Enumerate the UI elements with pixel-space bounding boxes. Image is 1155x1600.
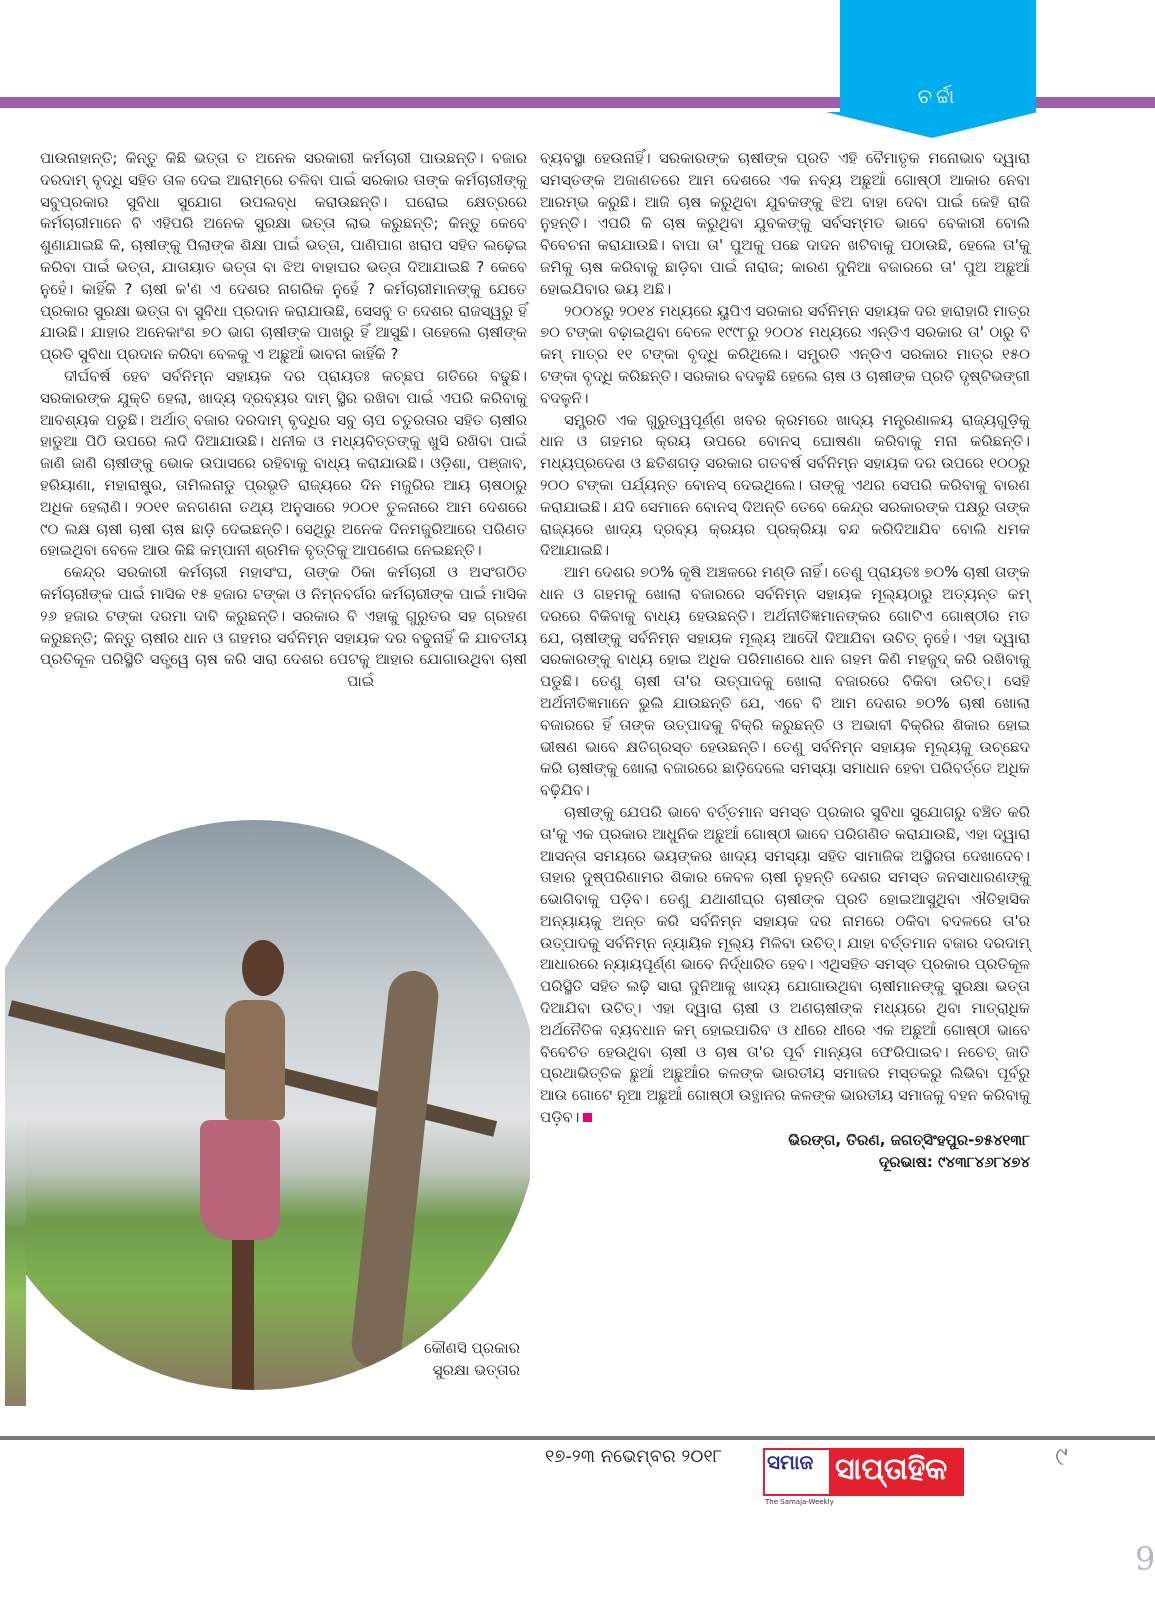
logo-weekly-text: ସାପ୍ତାହିକ [835,1452,948,1487]
paragraph: ୨୦୦୪ରୁ ୨୦୧୪ ମଧ୍ୟରେ ୟୁପିଏ ସରକାର ସର୍ବନିମ୍ନ ସହାୟକ ଦର ହାରାହାରି ମାତ୍ର ୭୦ ଟଙ୍କା ବଢ଼ାଇଥିବା ବେଳେ ୧୯୯୮ରୁ ୨୦୦୪ ମଧ୍ୟରେ ଏନ୍‌ଡିଏ ସରକାର ତା' ଠାରୁ ବି କମ୍ ମାତ୍ର ୧୧ ଟଙ୍କା ବୃଦ୍ଧି କରିଥିଲେ। ସମ୍ପ୍ରତି ଏନ୍‌ଡିଏ ସରକାର ମାତ୍ର ୧୫୦ ଟଙ୍କା ବୃଦ୍ଧି କରିଛନ୍ତି। ସରକାର ବଦଳୁଛି ହେଲେ ଚାଷ ଓ ଚାଷୀଙ୍କ ପ୍ରତି ଦୃଷ୍ଟିଭଙ୍ଗୀ ବଦଳୁନି। [540,301,1030,407]
paragraph: ବ୍ୟବସ୍ଥା ହେଉନାହିଁ। ସରକାରଙ୍କ ଚାଷୀଙ୍କ ପ୍ରତି ଏହି ବୈମାତୃକ ମନୋଭାବ ଦ୍ୱାରା ସମସ୍ତଙ୍କ ଅଜାଣତରେ ଆମ ଦେଶରେ ଏକ ନବ୍ୟ ଅଛୁଆଁ ଗୋଷ୍ଠୀ ଆକାର ନେବା ଆରମ୍ଭ କରୁଛି। ଆଜି ଚାଷ କରୁଥିବା ଯୁବକଙ୍କୁ ଝିଅ ବାହା ଦେବା ପାଇଁ କେହି ରାଜି ନୁହନ୍ତି। ଏପରି କି ଚାଷ କରୁଥିବା ଯୁବକଙ୍କୁ ସର୍ବସମ୍ମତ ଭାବେ ବେକାରୀ ବୋଲି ବିବେଚନା କରାଯାଉଛି। ବାପା ତା' ପୁଅକୁ ପଛେ ଦାଦନ ଖଟିବାକୁ ପଠାଉଛି, ହେଲେ ତା'କୁ ଜମିକୁ ଚାଷ କରିବାକୁ ଛାଡ଼ିବା ପାଇଁ ନାରାଜ; କାରଣ ଦୁନିଆ ବଜାରରେ ତା' ପୁଅ ଅଛୁଆଁ ହୋଇଯିବାର ଭୟ ଅଛି। [540,149,1030,298]
paragraph: ସମ୍ପ୍ରତି ଏକ ଗୁରୁତ୍ୱପୂର୍ଣ୍ଣ ଖବର କ୍ରମରେ ଖାଦ୍ୟ ମନ୍ତ୍ରଣାଳୟ ରାଜ୍ୟଗୁଡ଼ିକୁ ଧାନ ଓ ଗହମର କ୍ରୟ ଉପରେ ବୋନସ୍ ଘୋଷଣା କରିବାକୁ ମନା କରିଛନ୍ତି। ମଧ୍ୟପ୍ରଦେଶ ଓ ଛତିଶଗଡ଼ ସରକାର ଗତବର୍ଷ ସର୍ବନିମ୍ନ ସହାୟକ ଦର ଉପରେ ୧୦୦ରୁ ୨୦୦ ଟଙ୍କା ପର୍ଯ୍ୟନ୍ତ ବୋନସ୍ ଦେଇଥିଲେ। ତାଙ୍କୁ ଏଥର ସେପରି କରିବାକୁ ବାରଣ କରାଯାଇଛି। ଯଦି ସେମାନେ ବୋନସ୍ ଦିଅନ୍ତି ତେବେ କେନ୍ଦ୍ର ସରକାରଙ୍କ ପକ୍ଷରୁ ତାଙ୍କ ରାଜ୍ୟରେ ଖାଦ୍ୟ ଦ୍ରବ୍ୟ କ୍ରୟର ପ୍ରକ୍ରିୟା ବନ୍ଦ କରିଦିଆଯିବ ବୋଲି ଧମକ ଦିଆଯାଇଛି। [540,410,1030,560]
end-mark-icon [583,1113,592,1122]
article-column-1 [40,148,527,1272]
wrap-tail-text: କୌଣସି ପ୍ରକାର ସୁରକ୍ଷା ଭତ୍ତାର [424,1339,520,1379]
paragraph: କେନ୍ଦ୍ର ସରକାରୀ କର୍ମଚାରୀ ମହାସଂଘ, ତାଙ୍କ ଠିକା କର୍ମଚାରୀ ଓ ଅସଂଗଠିତ କର୍ମଚାରୀଙ୍କ ପାଇଁ ମାସିକ ୧୫ ହଜାର ଟଙ୍କା ଓ ନିମ୍ନବର୍ଗର କର୍ମଚାରୀଙ୍କ ପାଇଁ ମାସିକ ୨୬ ହଜାର ଟଙ୍କା ଦରମା ଦାବି କରୁଛନ୍ତି। ସରକାର ବି ଏହାକୁ ଗୁରୁତର ସହ ଗ୍ରହଣ କରୁଛନ୍ତି; କିନ୍ତୁ ଚାଷୀର ଧାନ ଓ ଗହମର ସର୍ବନିମ୍ନ ସହାୟକ ଦର ବଢୁନାହିଁ କି ଯାବତୀୟ ପ୍ରତିକୂଳ ପରିସ୍ଥିତି ସତ୍ତ୍ୱେ ଚାଷ କରି ସାରା ଦେଶର ପେଟକୁ ଆହାର ଯୋଗାଉଥିବା ଚାଷୀ ପାଇଁ [40,563,527,691]
paragraph [540,802,1030,1129]
logo-samaja-text: ସମାଜ [767,1450,814,1474]
samaja-weekly-logo [763,1448,964,1496]
footer-rule [0,1436,1155,1440]
paragraph: ଦୀର୍ଘବର୍ଷ ହେବ ସର୍ବନିମ୍ନ ସହାୟକ ଦର ପ୍ରାୟତଃ କଚ୍ଛପ ଗତିରେ ବଢୁଛି। ସରକାରଙ୍କ ଯୁକ୍ତି ହେଲା, ଖାଦ୍ୟ ଦ୍ରବ୍ୟର ଦାମ୍ ସ୍ଥିର ରଖିବା ପାଇଁ ଏପରି କରିବାକୁ ଆବଶ୍ୟକ ପଡୁଛି। ଅର୍ଥାତ୍ ବଜାର ଦରଦାମ୍ ବୃଦ୍ଧିର ସବୁ ଚାପ ଚତୁରତାର ସହିତ ଚାଷୀର ହାଡୁଆ ପିଠି ଉପରେ ଲଦି ଦିଆଯାଉଛି। ଧନୀକ ଓ ମଧ୍ୟବିତ୍ତଙ୍କୁ ଖୁସି ରଖିବା ପାଇଁ ଜାଣି ଜାଣି ଚାଷୀଙ୍କୁ ଭୋକ ଉପାସରେ ରହିବାକୁ ବାଧ୍ୟ କରାଯାଉଛି। ଓଡ଼ିଶା, ପଞ୍ଜାବ, ହରିୟାଣା, ମହାରାଷ୍ଟ୍ର, ତାମିଲନାଡୁ ପ୍ରଭୃତି ରାଜ୍ୟରେ ଦିନ ମଜୁରିର ଆୟ ଚାଷଠାରୁ ଅଧିକ ହେଲାଣି। ୨୦୧୧ ଜନଗଣନା ତଥ୍ୟ ଅନୁସାରେ ୨୦୦୧ ତୁଳନାରେ ଆମ ଦେଶରେ ୯୦ ଲକ୍ଷ ଚାଷୀ ଚାଷୀ ଚାଷ ଛାଡ଼ି ଦେଇଛନ୍ତି। ସେଥିରୁ ଅନେକ ଦିନମଜୁରିଆରେ ପରିଣତ ହୋଇଥିବା ବେଳେ ଆଉ କିଛି କମ୍ପାନୀ ଶ୍ରମିକ ବୃତ୍ତିକୁ ଆପଣେଇ ନେଇଛନ୍ତି। [40,366,527,560]
section-label: ଚର୍ଚ୍ଚା [917,84,959,108]
paragraph-text: ଚାଷୀଙ୍କୁ ଯେପରି ଭାବେ ବର୍ତ୍ତମାନ ସମସ୍ତ ପ୍ରକାର ସୁବିଧା ସୁଯୋଗରୁ ବଞ୍ଚିତ କରି ତା'କୁ ଏକ ପ୍ରକାର ଆଧୁନିକ ଅଛୁଆଁ ଗୋଷ୍ଠୀ ଭାବେ ପରିଗଣିତ କରାଯାଉଛି, ଏହା ଦ୍ୱାରା ଆସନ୍ତା ସମୟରେ ଭୟଙ୍କର ଖାଦ୍ୟ ସମସ୍ୟା ସହିତ ସାମାଜିକ ଅସ୍ଥିରତା ଦେଖାଦେବ। ତାହାର ଦୁଷ୍ପରିଣାମର ଶିକାର କେବଳ ଚାଷୀ ନୁହନ୍ତି ଦେଶର ସମସ୍ତ ଜନସାଧାରଣଙ୍କୁ ଭୋଗିବାକୁ ପଡ଼ିବ। ତେଣୁ ଯଥାଶୀଘ୍ର ଚାଷୀଙ୍କ ପ୍ରତି ହୋଇଆସୁଥିବା ଐତିହାସିକ ଅନ୍ୟାୟକୁ ଅନ୍ତ କରି ସର୍ବନିମ୍ନ ସହାୟକ ଦର ନାମରେ ଠକିବା ବଦଳରେ ତା'ର ଉତ୍ପାଦକୁ ସର୍ବନିମ୍ନ ନ୍ୟାୟିକ ମୂଲ୍ୟ ମିଳିବା ଉଚିତ୍। ଯାହା ବର୍ତ୍ତମାନ ବଜାର ଦରଦାମ୍ ଆଧାରରେ ନ୍ୟାୟପୂର୍ଣ୍ଣ ଭାବେ ନିର୍ଦ୍ଧାରିତ ହେବ। ଏଥିସହିତ ସମସ୍ତ ପ୍ରକାର ପ୍ରତିକୂଳ ପରିସ୍ଥିତି ସହିତ ଲଢ଼ି ସାରା ଦୁନିଆକୁ ଖାଦ୍ୟ ଯୋଗାଉଥିବା ଚାଷୀମାନଙ୍କୁ ସୁରକ୍ଷା ଭତ୍ତା ଦିଆଯିବା ଉଚିତ୍। ଏହା ଦ୍ୱାରା ଚାଷୀ ଓ ଅଣଚାଷୀଙ୍କ ମଧ୍ୟରେ ଥିବା ମାତ୍ରାଧିକ ଅର୍ଥନୈତିକ ବ୍ୟବଧାନ କମ୍ ହୋଇପାରିବ ଓ ଧୀରେ ଧୀରେ ଏକ ଅଛୁଆଁ ଗୋଷ୍ଠୀ ଭାବେ ବିବେଚିତ ହେଉଥିବା ଚାଷୀ ଓ ଚାଷ ତା'ର ପୂର୍ବ ମାନ୍ୟତା ଫେରିପାଇବ। ନଚେତ୍ ଜାତି ପ୍ରଥାଭିତ୍ତିକ ଛୁଆଁ ଅଛୁଆଁର କଳଙ୍କ ଭାରତୀୟ ସମାଜର ମସ୍ତକରୁ ଲିଭିବା ପୂର୍ବରୁ ଆଉ ଗୋଟେ ନୂଆ ଅଛୁଆଁ ଗୋଷ୍ଠୀ ଉତ୍ଥାନର କଳଙ୍କ ଭାରତୀୟ ସମାଜକୁ ବହନ କରିବାକୁ ପଡ଼ିବ। [540,802,1030,1127]
article-column-2 [540,148,1030,1173]
author-phone: ଦୂରଭାଷ: ୯୪୩୮୪୬୮୪୭୪ [878,1152,1030,1171]
author-address: ଭିରଙ୍ଗ, ତିରଣ, ଜଗତ୍‌ସିଂହପୁର-୭୫୪୧୩୮ [788,1130,1030,1149]
paragraph: ପାଉନାହାନ୍ତି; କିନ୍ତୁ କିଛି ଭତ୍ତା ତ ଅନେକ ସରକାରୀ କର୍ମଚାରୀ ପାଉଛନ୍ତି। ବଜାର ଦରଦାମ୍ ବୃଦ୍ଧି ସହିତ ତାଳ ଦେଇ ଆରାମ୍‌ରେ ଚଳିବା ପାଇଁ ସରକାର ତାଙ୍କ କର୍ମଚାରୀଙ୍କୁ ସବୁପ୍ରକାର ସୁବିଧା ସୁଯୋଗ ଉପଲବ୍ଧ କରାଉଛନ୍ତି। ଘରୋଇ କ୍ଷେତ୍ରରେ କର୍ମଚାରୀମାନେ ବି ଏହିପରି ଅନେକ ସୁରକ୍ଷା ଭତ୍ତା ଲାଭ କରୁଛନ୍ତି; କିନ୍ତୁ କେବେ ଶୁଣାଯାଇଛି କି, ଚାଷୀଙ୍କୁ ପିଲାଙ୍କ ଶିକ୍ଷା ପାଇଁ ଭତ୍ତା, ପାଣିପାଗ ଖରାପ ସହିତ ଲଢ଼େଇ କରିବା ପାଇଁ ଭତ୍ତା, ଯାତାୟାତ ଭତ୍ତା ବା ଝିଅ ବାହାଘର ଭତ୍ତା ଦିଆଯାଇଛି ? କେବେ ନୁହେଁ। କାହିଁକି ? ଚାଷୀ କ'ଣ ଏ ଦେଶର ନାଗରିକ ନୁହେଁ ? କର୍ମଚାରୀମାନଙ୍କୁ ଯେତେ ପ୍ରକାର ସୁରକ୍ଷା ଭତ୍ତା ବା ସୁବିଧା ପ୍ରଦାନ କରାଯାଉଛି, ସେସବୁ ତ ଦେଶର ରାଜସ୍ୱରୁ ହିଁ ଯାଉଛି। ଯାହାର ଅନେକାଂଶ ୭୦ ଭାଗ ଚାଷୀଙ୍କ ପାଖରୁ ହିଁ ଆସୁଛି। ତାହେଲେ ଚାଷୀଙ୍କ ପ୍ରତି ସୁବିଧା ପ୍ରଦାନ କରିବା ବେଳକୁ ଏ ଅଛୁଆଁ ଭାବନା କାହିଁକି ? [40,149,527,364]
paragraph: ଆମ ଦେଶର ୭୦% କୃଷି ଅଞ୍ଚଳରେ ମଣ୍ଡି ନାହିଁ। ତେଣୁ ପ୍ରାୟତଃ ୭୦% ଚାଷୀ ତାଙ୍କ ଧାନ ଓ ଗହମକୁ ଖୋଲା ବଜାରରେ ସର୍ବନିମ୍ନ ସହାୟକ ମୂଲ୍ୟଠାରୁ ଅତ୍ୟନ୍ତ କମ୍ ଦରରେ ବିକିବାକୁ ବାଧ୍ୟ ହେଉଛନ୍ତି। ଅର୍ଥନୀତିଜ୍ଞମାନଙ୍କର ଗୋଟିଏ ଗୋଷ୍ଠୀର ମତ ଯେ, ଚାଷୀଙ୍କୁ ସର୍ବନିମ୍ନ ସହାୟକ ମୂଲ୍ୟ ଆଦୌ ଦିଆଯିବା ଉଚିତ୍ ନୁହେଁ। ଏହା ଦ୍ୱାରା ସରକାରଙ୍କୁ ବାଧ୍ୟ ହୋଇ ଅଧିକ ପରିମାଣରେ ଧାନ ଗହମ କିଣି ମହଜୁଦ୍ କରି ରଖିବାକୁ ପଡୁଛି। ତେଣୁ ଚାଷୀ ତା'ର ଉତ୍ପାଦକୁ ଖୋଲା ବଜାରରେ ବିକିବା ଉଚିତ୍। ସେହି ଅର୍ଥନୀତିଜ୍ଞମାନେ ଭୁଲି ଯାଉଛନ୍ତି ଯେ, ଏବେ ବି ଆମ ଦେଶର ୭୦% ଚାଷୀ ଖୋଲା ବଜାରରେ ହିଁ ତାଙ୍କ ଉତ୍ପାଦକୁ ବିକ୍ରି କରୁଛନ୍ତି ଓ ଅଭାବୀ ବିକ୍ରିର ଶିକାର ହୋଇ ଭୀଷଣ ଭାବେ କ୍ଷତିଗ୍ରସ୍ତ ହେଉଛନ୍ତି। ତେଣୁ ସର୍ବନିମ୍ନ ସହାୟକ ମୂଲ୍ୟକୁ ଉଚ୍ଛେଦ କରି ଚାଷୀଙ୍କୁ ଖୋଲା ବଜାରରେ ଛାଡ଼ିଦେଲେ ସମସ୍ୟା ସମାଧାନ ହେବା ପରିବର୍ତ୍ତେ ଅଧିକ ବଢ଼ିଯିବ। [540,563,1030,800]
page-number-odia: ୯ [1055,1442,1068,1472]
issue-date: ୧୭-୨୩ ନଭେମ୍ବର ୨୦୧୮ [545,1446,723,1467]
section-tab-arrow [826,112,1038,138]
wrap-paragraph [40,562,527,693]
page-number: 9 [1135,1540,1155,1578]
logo-english-text: The Samaja-Weekly [765,1498,834,1506]
